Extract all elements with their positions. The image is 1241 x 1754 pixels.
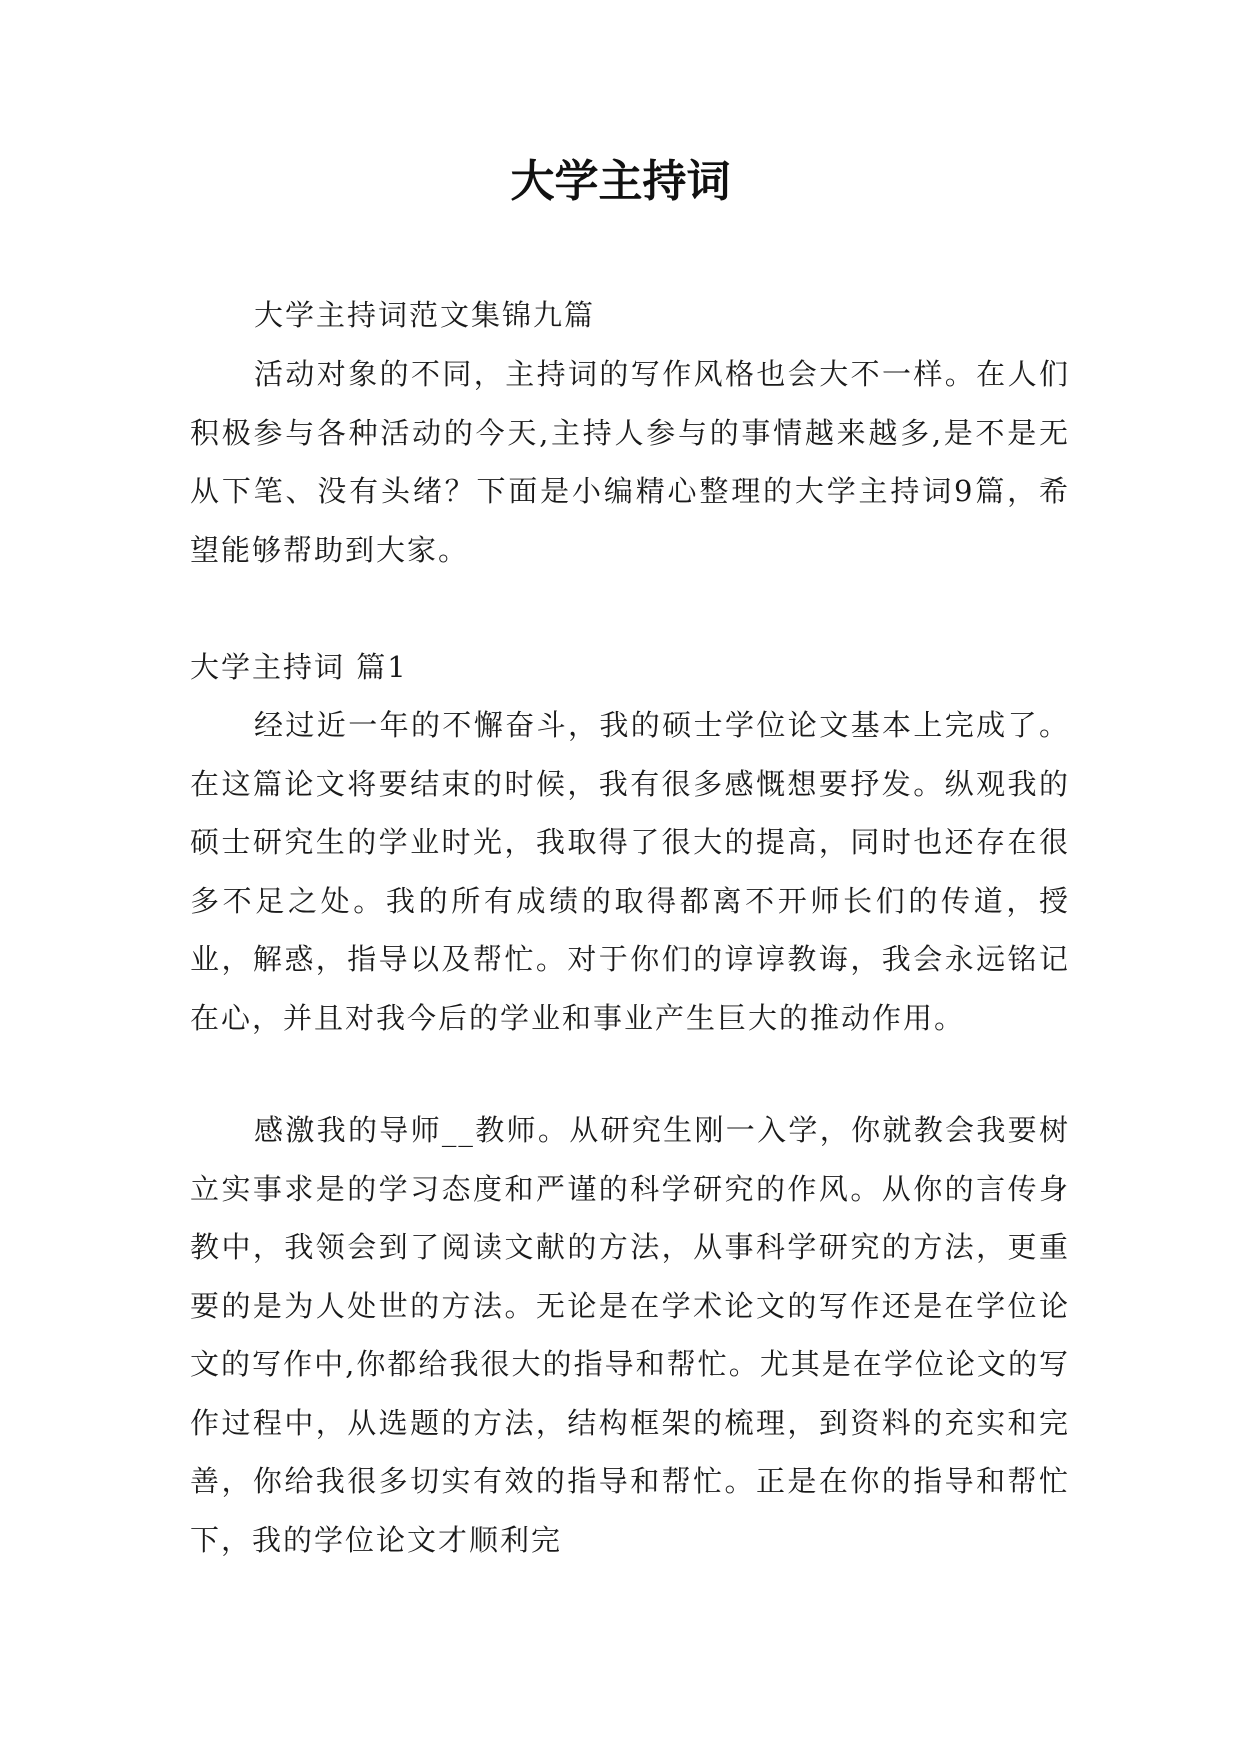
body-paragraph: 经过近一年的不懈奋斗，我的硕士学位论文基本上完成了。在这篇论文将要结束的时候，我有很多感慨想要抒发。纵观我的硕士研究生的学业时光，我取得了很大的提高，同时也还存在很多不足之处。我的所有成绩的取得都离不开师长们的传道，授业，解惑，指导以及帮忙。对于你们的谆谆教诲，我会永远铭记在心，并且对我今后的学业和事业产生巨大的推动作用。 bbox=[190, 708, 1070, 1035]
document-title: 大学主持词 bbox=[510, 156, 731, 207]
body-paragraph: 感激我的导师__教师。从研究生刚一入学，你就教会我要树立实事求是的学习态度和严谨的科学研究的作风。从你的言传身教中，我领会到了阅读文献的方法，从事科学研究的方法，更重要的是为人处世的方法。无论是在学术论文的写作还是在学位论文的写作中,你都给我很大的指导和帮忙。尤其是在学位论文的写作过程中，从选题的方法，结构框架的梳理，到资料的充实和完善，你给我很多切实有效的指导和帮忙。正是在你的指导和帮忙下，我的学位论文才顺利完 bbox=[190, 1113, 1070, 1557]
section-heading: 大学主持词 篇1 bbox=[190, 650, 408, 684]
intro-paragraph: 活动对象的不同，主持词的写作风格也会大不一样。在人们积极参与各种活动的今天,主持人参与的事情越来越多,是不是无从下笔、没有头绪？下面是小编精心整理的大学主持词9篇，希望能够帮助到大家。 bbox=[190, 357, 1070, 567]
document-subtitle: 大学主持词范文集锦九篇 bbox=[254, 298, 596, 332]
